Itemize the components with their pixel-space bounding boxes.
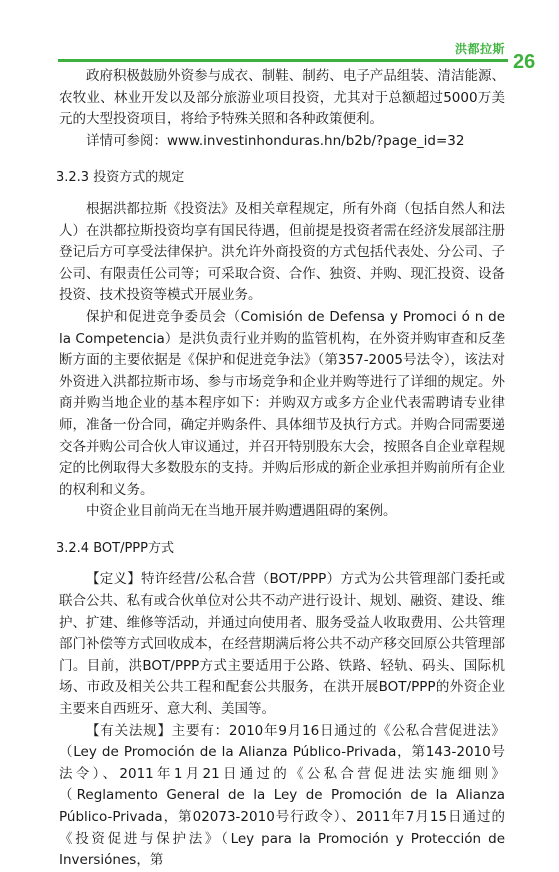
running-header-title: 洪都拉斯 — [455, 42, 506, 56]
section-heading-3-2-3: 3.2.3 投资方式的规定 — [56, 170, 185, 186]
page-number: 26 — [513, 51, 536, 73]
paragraph-investment-law: 根据洪都拉斯《投资法》及相关章程规定，所有外商（包括自然人和法人）在洪都拉斯投资均享有国民待遇，但前提是投资者需在经济发展部注册登记后方可享受法律保护。洪允许外商投资的方式包括代表处、分公司、子公司、有限责任公司等；可采取合资、合作、独资、并购、现汇投资、设备投资、技术投资等模式开展业务。 — [59, 200, 505, 304]
paragraph-mna-cases: 中资企业目前尚无在当地开展并购遭遇阻碍的案例。 — [86, 503, 397, 520]
paragraph-bot-ppp-definition: 【定义】特许经营/公私合营（BOT/PPP）方式为公共管理部门委托或联合公共、私有或合伙单位对公共不动产进行设计、规划、融资、建设、维护、扩建、维修等活动，并通过向使用者、服务受益人收取费用、公共管理部门补偿等方式回收成本，在经营期满后将公共不动产移交回原公共管理部门。目前，洪BOT/PPP方式主要适用于公路、铁路、轻轨、码头、国际机场、市政及相关公共工程和配套公共服务，在洪开展BOT/PPP的外资企业主要来自西班牙、意大利、美国等。 — [59, 571, 505, 718]
paragraph-investment-incentives: 政府积极鼓励外资参与成衣、制鞋、制药、电子产品组装、清洁能源、农牧业、林业开发以及部分旅游业项目投资，尤其对于总额超过5000万美元的大型投资项目，将给予特殊关照和各种政策便利。 — [59, 68, 505, 128]
paragraph-reference-link: 详情可参阅：www.investinhonduras.hn/b2b/?page_id=32 — [86, 132, 465, 149]
paragraph-competition-commission: 保护和促进竞争委员会（Comisión de Defensa y Promoci ó n de la Competencia）是洪负责行业并购的监管机构，在外资并购审查和反垄断方面的主要依据是《保护和促进竞争法》（第357-2005号法令），该法对外资进入洪都拉斯市场、参与市场竞争和企业并购等进行了详细的规定。外商并购当地企业的基本程序如下：并购双方或多方企业代表需聘请专业律师，准备一份合同，确定并购条件、具体细节及执行方式。并购合同需要递交各并购公司合伙人审议通过，并召开特别股东大会，按照各自企业章程规定的比例取得大多数股东的支持。并购后形成的新企业承担并购前所有企业的权利和义务。 — [59, 308, 505, 498]
paragraph-bot-ppp-regulations: 【有关法规】主要有：2010年9月16日通过的《公私合营促进法》（Ley de Promoción de la Alianza Público-Privada，第143-2010号法令）、2011年1月21日通过的《公私合营促进法实施细则》（Reglamento General de la Ley de Promoción de la Alianza Público-Privada，第02073-2010号行政令）、2011年7月15日通过的《投资促进与保护法》（Ley para la Promoción y Protección de Inversiónes，第 — [59, 722, 505, 869]
document-body — [56, 66, 505, 872]
header-rule — [58, 59, 508, 62]
section-heading-3-2-4: 3.2.4 BOT/PPP方式 — [56, 540, 174, 556]
